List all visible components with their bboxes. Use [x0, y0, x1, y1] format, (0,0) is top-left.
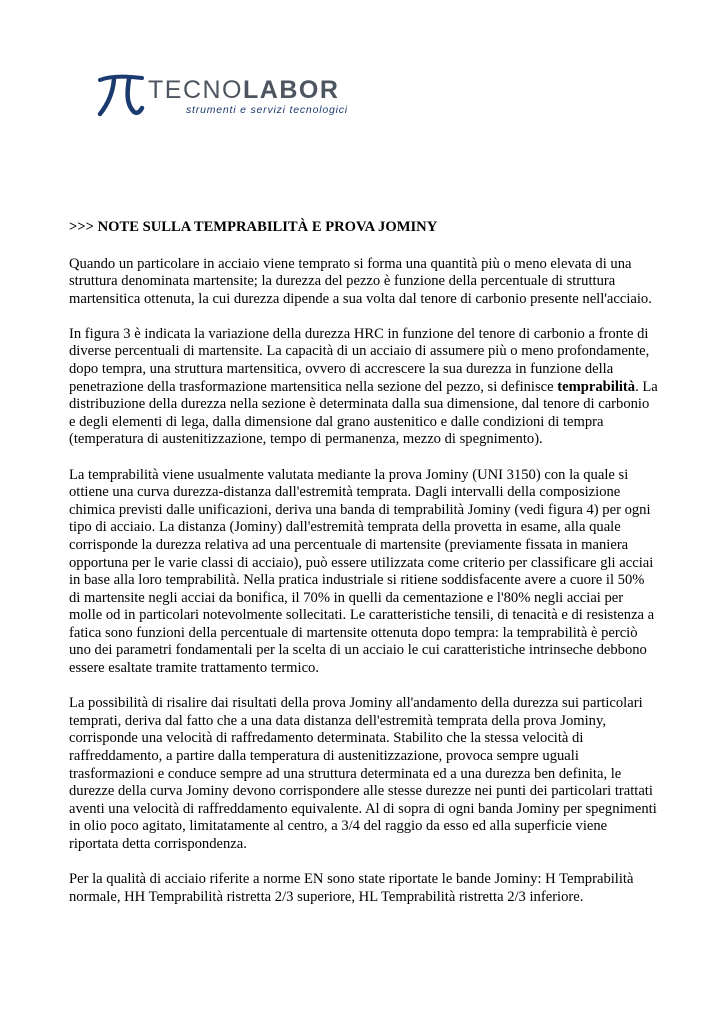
paragraph-text: . La distribuzione della durezza nella sezione è determinata dalla sua dimensione, dal tenore di carbonio e degli elementi di lega, dalla dimensione dal grano austenitico e dalle condizioni di tempra (temperatura di austenitizzazione, tempo di permanenza, mezzo di spegnimento).: [69, 378, 658, 448]
paragraph-martensite: Quando un particolare in acciaio viene temprato si forma una quantità più o meno elevata di una struttura denominata martensite; la durezza del pezzo è funzione della percentuale di struttura martensitica ottenuta, la cui durezza dipende a sua volta dal tenore di carbonio presente nell'acciaio.: [69, 255, 652, 307]
paragraph-norme-en: Per la qualità di acciaio riferite a norme EN sono state riportate le bande Jominy: H Temprabilità normale, HH Temprabilità ristretta 2/3 superiore, HL Temprabilità ristretta 2/3 inferiore.: [69, 871, 634, 905]
paragraph-velocita-raffreddamento: La possibilità di risalire dai risultati della prova Jominy all'andamento della durezza sui particolari temprati, deriva dal fatto che a una data distanza dell'estremità temprata della prova Jominy, corrisponde una velocità di raffredamento determinata. Stabilito che la stessa velocità di raffreddamento, a partire dalla temperatura di austenitizzazione, provoca sempre uguali trasformazioni e conduce sempre ad una struttura determinata ed a una durezza ben definita, le durezze della curva Jominy devono corrispondere alle stesse durezze nei punti dei particolari trattati aventi una velocità di raffreddamento equivalente. Al di sopra di ogni banda Jominy per spegnimenti in olio poco agitato, limitatamente al centro, a 3/4 del raggio da esso ed alla superficie viene riportata detta corrispondenza.: [69, 695, 657, 852]
logo-tagline: strumenti e servizi tecnologici: [186, 104, 348, 116]
brand-name: [148, 76, 339, 104]
brand-bold: LABOR: [243, 76, 340, 104]
term-temprabilita: temprabilità: [557, 378, 636, 395]
paragraph-prova-jominy: La temprabilità viene usualmente valutata mediante la prova Jominy (UNI 3150) con la quale si ottiene una curva durezza-distanza dall'estremità temprata. Dagli intervalli della composizione chimica previsti dalle unificazioni, deriva una banda di temprabilità Jominy (vedi figura 4) per ogni tipo di acciaio. La distanza (Jominy) dall'estremità temprata della provetta in esame, alla quale corrisponde la durezza relativa ad una percentuale di martensite (previamente fissata in maniera opportuna per le varie classi di acciaio), può essere utilizzata come criterio per classificare gli acciai in base alla loro temprabilità. Nella pratica industriale si ritiene soddisfacente avere a cuore il 50% di martensite negli acciai da bonifica, il 70% in quelli da cementazione e l'80% negli acciai per molle od in particolari notevolmente sollecitati. Le caratteristiche tensili, di tenacità e di resistenza a fatica sono funzioni della percentuale di martensite ottenuta dopo tempra: la temprabilità è perciò uno dei parametri fondamentali per la scelta di un acciaio le cui caratteristiche intrinseche debbono essere esaltate tramite trattamento termico.: [69, 466, 655, 677]
brand-light: TECNO: [148, 76, 243, 104]
paragraph-text: In figura 3 è indicata la variazione della durezza HRC in funzione del tenore di carbonio a fronte di diverse percentuali di martensite. La capacità di un acciaio di assumere più o meno profondamente, dopo tempra, una struttura martensitica, ovvero di accrescere la sua durezza in funzione della penetrazione della trasformazione martensitica nella sezione del pezzo, si definisce: [69, 325, 650, 395]
document-body: [69, 219, 659, 924]
tecnolabor-logo: [96, 74, 386, 124]
pi-icon: [100, 77, 142, 114]
page-title: >>> NOTE SULLA TEMPRABILITÀ E PROVA JOMINY: [69, 219, 438, 235]
paragraph-temprabilita: [69, 326, 659, 449]
logo-svg: [96, 74, 386, 124]
